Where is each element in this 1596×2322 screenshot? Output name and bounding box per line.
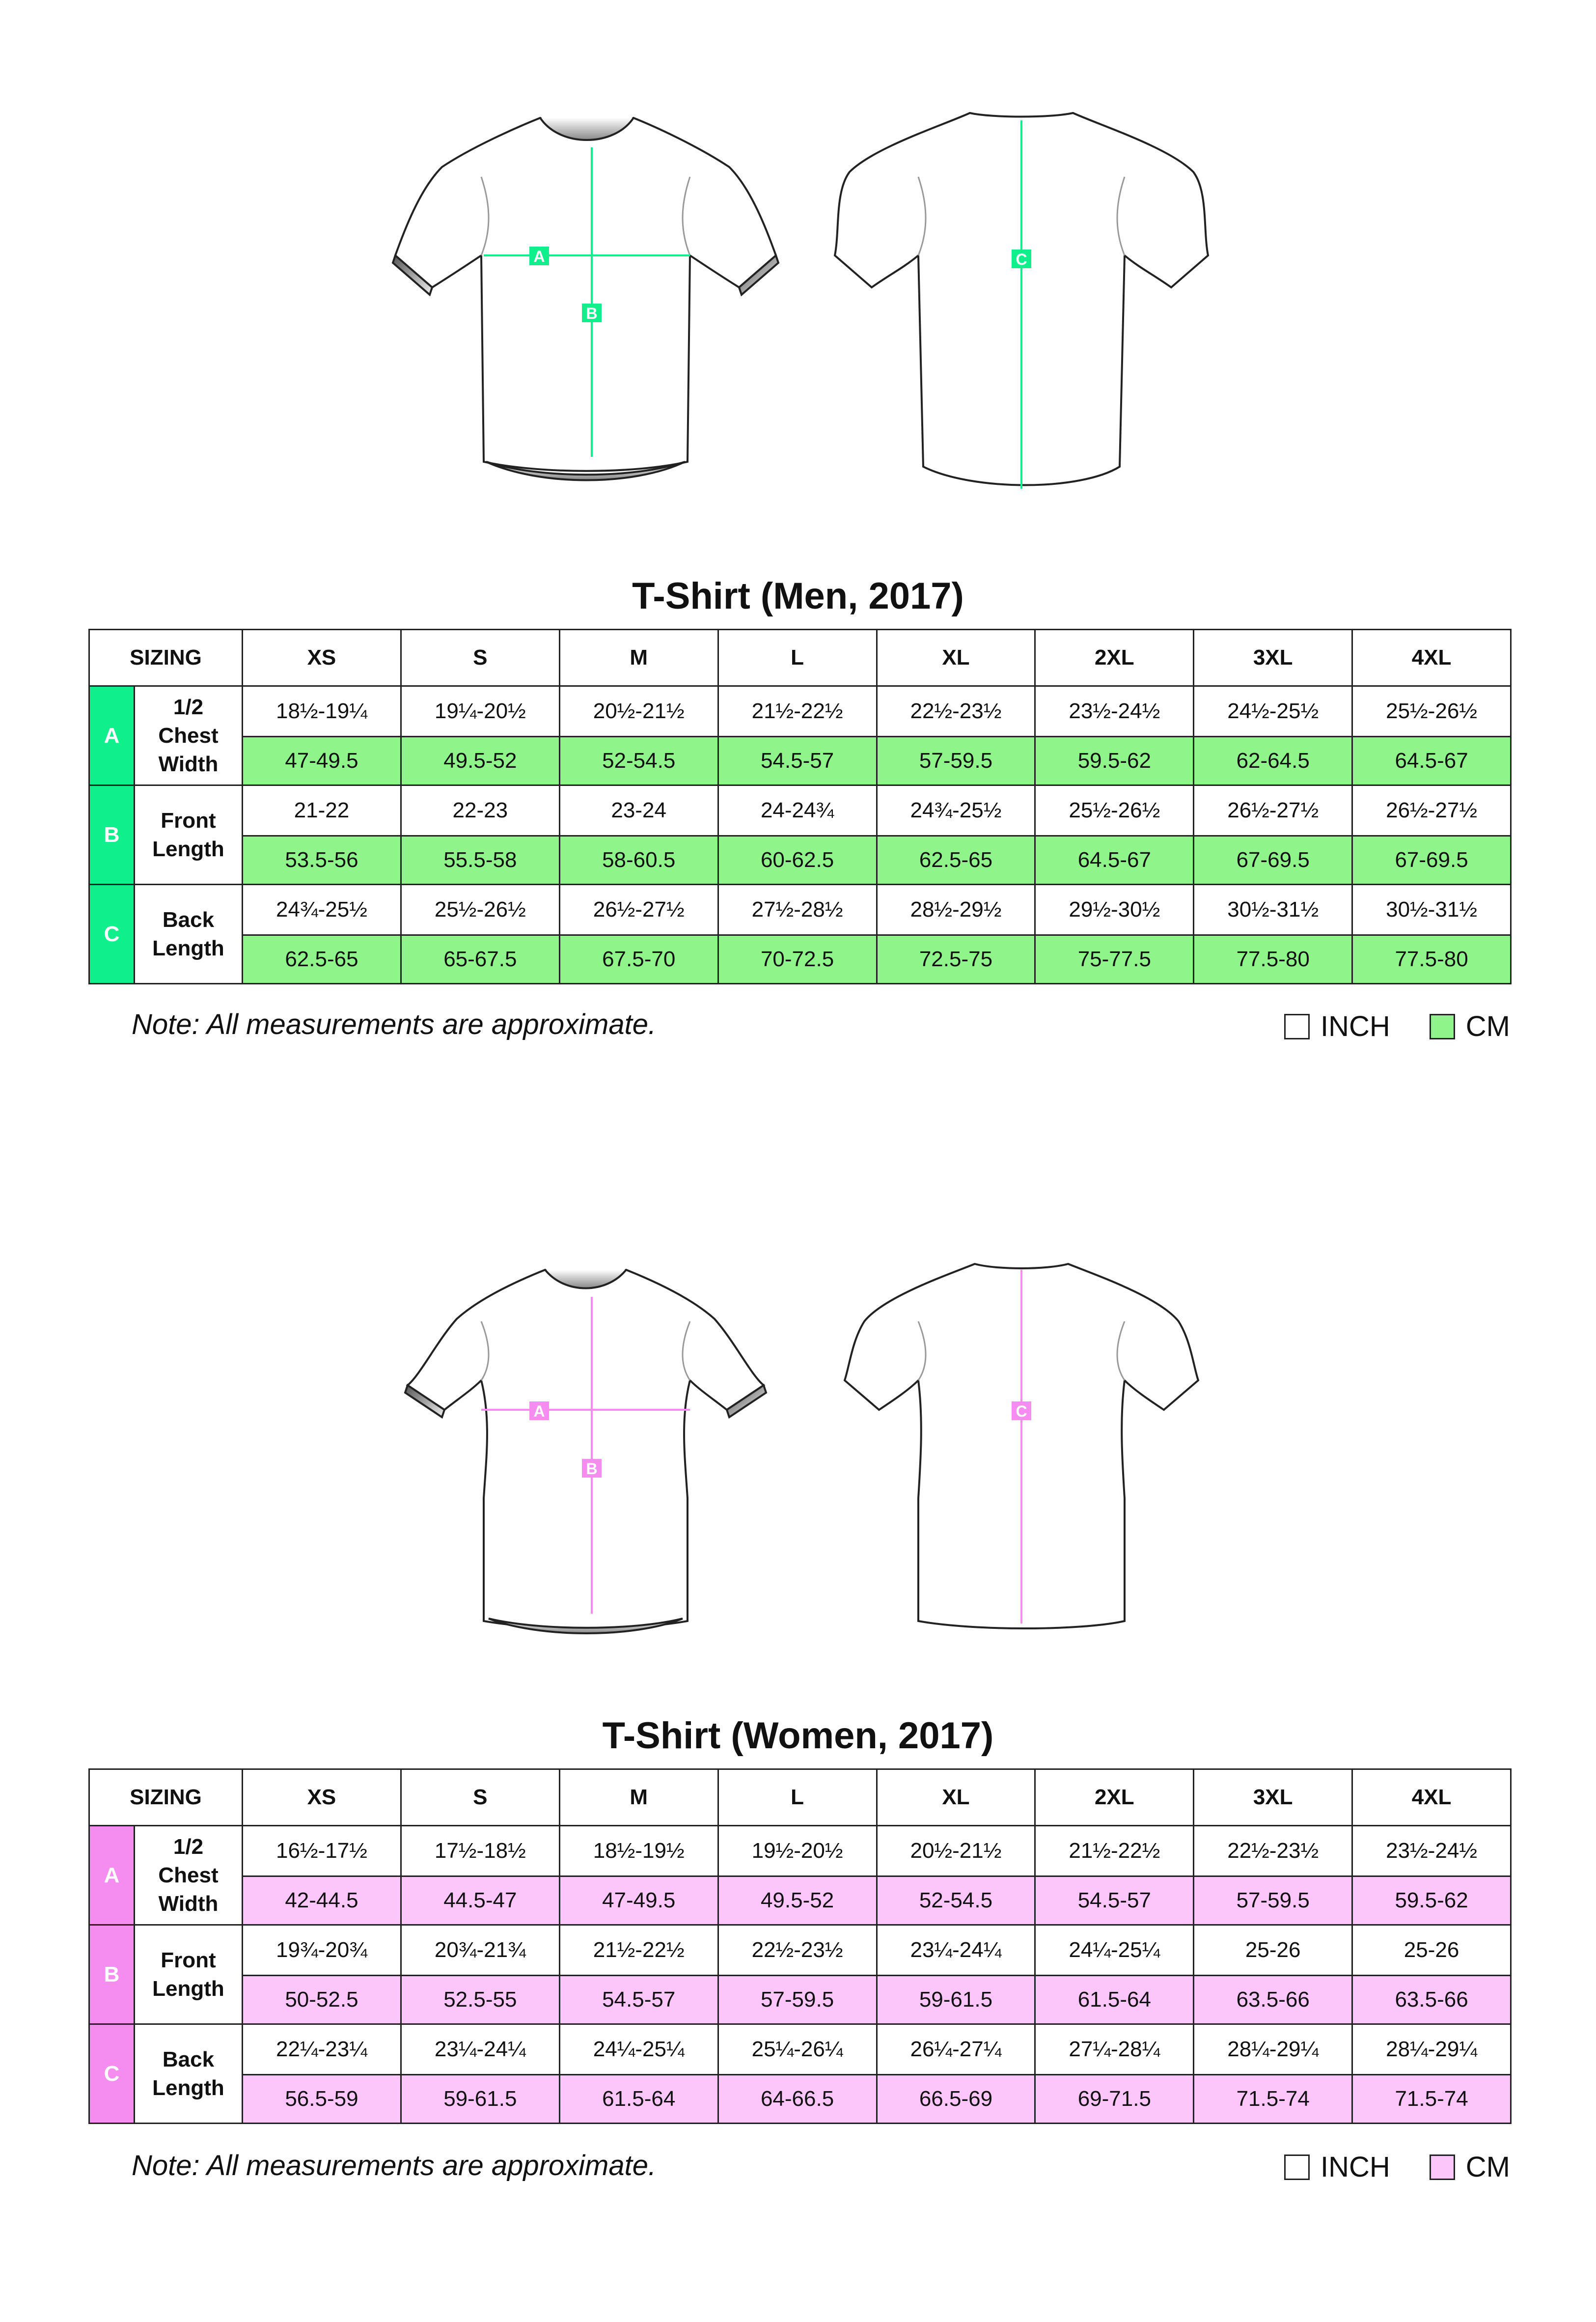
cm-cell: 49.5-52	[718, 1876, 877, 1925]
women-note: Note: All measurements are approximate.	[132, 2150, 657, 2182]
header-size: 3XL	[1194, 1769, 1352, 1826]
cm-legend-swatch	[1430, 2154, 1455, 2180]
men-label-c: C	[1016, 251, 1027, 268]
label-line: Back	[162, 2047, 215, 2071]
men-size-table	[88, 629, 1512, 984]
men-front-shirt	[393, 118, 778, 480]
cm-legend-label: CM	[1465, 2151, 1510, 2183]
row-letter: C	[89, 2024, 135, 2124]
header-size: 4XL	[1352, 1769, 1511, 1826]
inch-cell: 21½-22½	[1035, 1826, 1194, 1876]
women-row-c-cm	[89, 2075, 1511, 2124]
inch-cell: 23-24	[559, 785, 718, 836]
cm-cell: 49.5-52	[401, 737, 559, 785]
inch-cell: 20¾-21¾	[401, 1925, 559, 1976]
women-unit-legend	[1284, 2151, 1510, 2183]
label-line: Back	[162, 907, 215, 932]
cm-cell: 44.5-47	[401, 1876, 559, 1925]
inch-cell: 20½-21½	[877, 1826, 1035, 1876]
header-size: 3XL	[1194, 630, 1352, 686]
cm-cell: 47-49.5	[559, 1876, 718, 1925]
inch-cell: 25½-26½	[401, 885, 559, 935]
header-size: XS	[243, 1769, 401, 1826]
men-tshirt-diagram	[0, 0, 1596, 516]
cm-cell: 58-60.5	[559, 836, 718, 885]
cm-cell: 67-69.5	[1352, 836, 1511, 885]
cm-cell: 57-59.5	[877, 737, 1035, 785]
inch-cell: 27¼-28¼	[1035, 2024, 1194, 2075]
row-letter: A	[89, 1826, 135, 1925]
cm-cell: 52-54.5	[877, 1876, 1035, 1925]
inch-cell: 19¾-20¾	[243, 1925, 401, 1976]
row-label	[135, 1925, 243, 2024]
inch-cell: 18½-19½	[559, 1826, 718, 1876]
cm-legend-swatch	[1430, 1014, 1455, 1039]
inch-legend-label: INCH	[1321, 2151, 1390, 2183]
men-size-chart-section	[0, 0, 1596, 1081]
men-note: Note: All measurements are approximate.	[132, 1008, 657, 1040]
cm-cell: 77.5-80	[1352, 935, 1511, 984]
men-label-b: B	[586, 305, 598, 322]
inch-cell: 26½-27½	[1194, 785, 1352, 836]
row-label	[135, 1826, 243, 1925]
women-label-b: B	[586, 1460, 598, 1478]
inch-cell: 22½-23½	[718, 1925, 877, 1976]
cm-cell: 62-64.5	[1194, 737, 1352, 785]
cm-cell: 67-69.5	[1194, 836, 1352, 885]
cm-cell: 53.5-56	[243, 836, 401, 885]
inch-cell: 19½-20½	[718, 1826, 877, 1876]
header-size: XS	[243, 630, 401, 686]
inch-cell: 24¼-25¼	[1035, 1925, 1194, 1976]
cm-cell: 63.5-66	[1352, 1976, 1511, 2024]
header-size: XL	[877, 630, 1035, 686]
inch-cell: 26¼-27¼	[877, 2024, 1035, 2075]
cm-cell: 72.5-75	[877, 935, 1035, 984]
row-label	[135, 885, 243, 984]
cm-cell: 59-61.5	[877, 1976, 1035, 2024]
row-label	[135, 686, 243, 785]
cm-cell: 60-62.5	[718, 836, 877, 885]
women-row-a-inch	[89, 1826, 1511, 1876]
inch-cell: 25¼-26¼	[718, 2024, 877, 2075]
cm-cell: 52-54.5	[559, 737, 718, 785]
label-line: Front	[161, 1948, 216, 1972]
cm-cell: 69-71.5	[1035, 2075, 1194, 2124]
cm-cell: 54.5-57	[1035, 1876, 1194, 1925]
inch-cell: 23¼-24¼	[877, 1925, 1035, 1976]
cm-cell: 64.5-67	[1035, 836, 1194, 885]
cm-cell: 62.5-65	[243, 935, 401, 984]
header-sizing: SIZING	[89, 630, 243, 686]
inch-cell: 22-23	[401, 785, 559, 836]
label-line: Front	[161, 808, 216, 833]
inch-cell: 26½-27½	[559, 885, 718, 935]
cm-cell: 55.5-58	[401, 836, 559, 885]
cm-cell: 59.5-62	[1352, 1876, 1511, 1925]
inch-cell: 24¼-25¼	[559, 2024, 718, 2075]
cm-cell: 42-44.5	[243, 1876, 401, 1925]
cm-cell: 75-77.5	[1035, 935, 1194, 984]
inch-cell: 30½-31½	[1352, 885, 1511, 935]
women-row-b-inch	[89, 1925, 1511, 1976]
header-size: M	[559, 1769, 718, 1826]
inch-legend-label: INCH	[1321, 1010, 1390, 1042]
inch-cell: 21-22	[243, 785, 401, 836]
men-unit-legend	[1284, 1010, 1510, 1043]
inch-legend-swatch	[1284, 1014, 1310, 1039]
row-letter: A	[89, 686, 135, 785]
header-size: L	[718, 630, 877, 686]
cm-cell: 57-59.5	[1194, 1876, 1352, 1925]
men-row-a-cm	[89, 737, 1511, 785]
inch-cell: 28½-29½	[877, 885, 1035, 935]
row-label	[135, 2024, 243, 2124]
inch-cell: 24¾-25½	[877, 785, 1035, 836]
cm-cell: 54.5-57	[559, 1976, 718, 2024]
inch-cell: 21½-22½	[718, 686, 877, 737]
inch-cell: 24½-25½	[1194, 686, 1352, 737]
header-size: XL	[877, 1769, 1035, 1826]
label-line: 1/2	[173, 1834, 204, 1859]
inch-cell: 23½-24½	[1035, 686, 1194, 737]
cm-cell: 71.5-74	[1194, 2075, 1352, 2124]
cm-cell: 67.5-70	[559, 935, 718, 984]
cm-cell: 65-67.5	[401, 935, 559, 984]
inch-cell: 28¼-29¼	[1194, 2024, 1352, 2075]
cm-cell: 77.5-80	[1194, 935, 1352, 984]
row-letter: B	[89, 1925, 135, 2024]
cm-cell: 63.5-66	[1194, 1976, 1352, 2024]
inch-cell: 26½-27½	[1352, 785, 1511, 836]
cm-cell: 54.5-57	[718, 737, 877, 785]
inch-cell: 17½-18½	[401, 1826, 559, 1876]
inch-cell: 23½-24½	[1352, 1826, 1511, 1876]
women-label-c: C	[1016, 1402, 1027, 1420]
label-line: 1/2	[173, 695, 204, 719]
inch-cell: 29½-30½	[1035, 885, 1194, 935]
cm-cell: 64.5-67	[1352, 737, 1511, 785]
men-row-b-inch	[89, 785, 1511, 836]
label-line: Length	[152, 1976, 224, 2001]
women-row-b-cm	[89, 1976, 1511, 2024]
cm-cell: 56.5-59	[243, 2075, 401, 2124]
men-label-a: A	[533, 248, 545, 265]
inch-cell: 22¼-23¼	[243, 2024, 401, 2075]
inch-cell: 30½-31½	[1194, 885, 1352, 935]
women-label-a: A	[533, 1402, 545, 1420]
women-size-table	[88, 1768, 1512, 2124]
inch-cell: 21½-22½	[559, 1925, 718, 1976]
women-size-chart-section	[0, 1145, 1596, 2322]
inch-cell: 22½-23½	[1194, 1826, 1352, 1876]
men-row-b-cm	[89, 836, 1511, 885]
cm-cell: 61.5-64	[559, 2075, 718, 2124]
inch-cell: 28¼-29¼	[1352, 2024, 1511, 2075]
inch-cell: 20½-21½	[559, 686, 718, 737]
header-size: S	[401, 1769, 559, 1826]
header-size: 2XL	[1035, 1769, 1194, 1826]
men-row-c-inch	[89, 885, 1511, 935]
row-letter: C	[89, 885, 135, 984]
inch-cell: 27½-28½	[718, 885, 877, 935]
header-size: L	[718, 1769, 877, 1826]
inch-cell: 25½-26½	[1352, 686, 1511, 737]
cm-legend-label: CM	[1465, 1010, 1510, 1042]
men-header-row	[89, 630, 1511, 686]
cm-cell: 52.5-55	[401, 1976, 559, 2024]
header-size: S	[401, 630, 559, 686]
cm-cell: 57-59.5	[718, 1976, 877, 2024]
women-row-a-cm	[89, 1876, 1511, 1925]
women-chart-title: T-Shirt (Women, 2017)	[602, 1715, 994, 1757]
row-label	[135, 785, 243, 885]
header-size: 4XL	[1352, 630, 1511, 686]
inch-cell: 24¾-25½	[243, 885, 401, 935]
cm-cell: 50-52.5	[243, 1976, 401, 2024]
header-size: M	[559, 630, 718, 686]
women-header-row	[89, 1769, 1511, 1826]
cm-cell: 66.5-69	[877, 2075, 1035, 2124]
cm-cell: 59-61.5	[401, 2075, 559, 2124]
row-letter: B	[89, 785, 135, 885]
header-sizing: SIZING	[89, 1769, 243, 1826]
women-row-c-inch	[89, 2024, 1511, 2075]
cm-cell: 61.5-64	[1035, 1976, 1194, 2024]
cm-cell: 59.5-62	[1035, 737, 1194, 785]
cm-cell: 70-72.5	[718, 935, 877, 984]
inch-cell: 22½-23½	[877, 686, 1035, 737]
men-row-a-inch	[89, 686, 1511, 737]
inch-cell: 19¼-20½	[401, 686, 559, 737]
women-tshirt-diagram	[0, 1145, 1596, 1660]
inch-cell: 25-26	[1352, 1925, 1511, 1976]
cm-cell: 62.5-65	[877, 836, 1035, 885]
inch-cell: 18½-19¼	[243, 686, 401, 737]
men-row-c-cm	[89, 935, 1511, 984]
label-line: Width	[158, 1891, 219, 1916]
label-line: Chest	[158, 723, 219, 748]
label-line: Length	[152, 936, 224, 960]
men-chart-title: T-Shirt (Men, 2017)	[632, 575, 964, 617]
header-size: 2XL	[1035, 630, 1194, 686]
cm-cell: 64-66.5	[718, 2075, 877, 2124]
cm-cell: 71.5-74	[1352, 2075, 1511, 2124]
label-line: Length	[152, 837, 224, 861]
inch-cell: 25-26	[1194, 1925, 1352, 1976]
label-line: Width	[158, 752, 219, 776]
cm-cell: 47-49.5	[243, 737, 401, 785]
inch-cell: 23¼-24¼	[401, 2024, 559, 2075]
label-line: Chest	[158, 1863, 219, 1887]
label-line: Length	[152, 2075, 224, 2100]
inch-legend-swatch	[1284, 2154, 1310, 2180]
women-front-shirt	[405, 1270, 766, 1633]
inch-cell: 24-24¾	[718, 785, 877, 836]
inch-cell: 16½-17½	[243, 1826, 401, 1876]
inch-cell: 25½-26½	[1035, 785, 1194, 836]
